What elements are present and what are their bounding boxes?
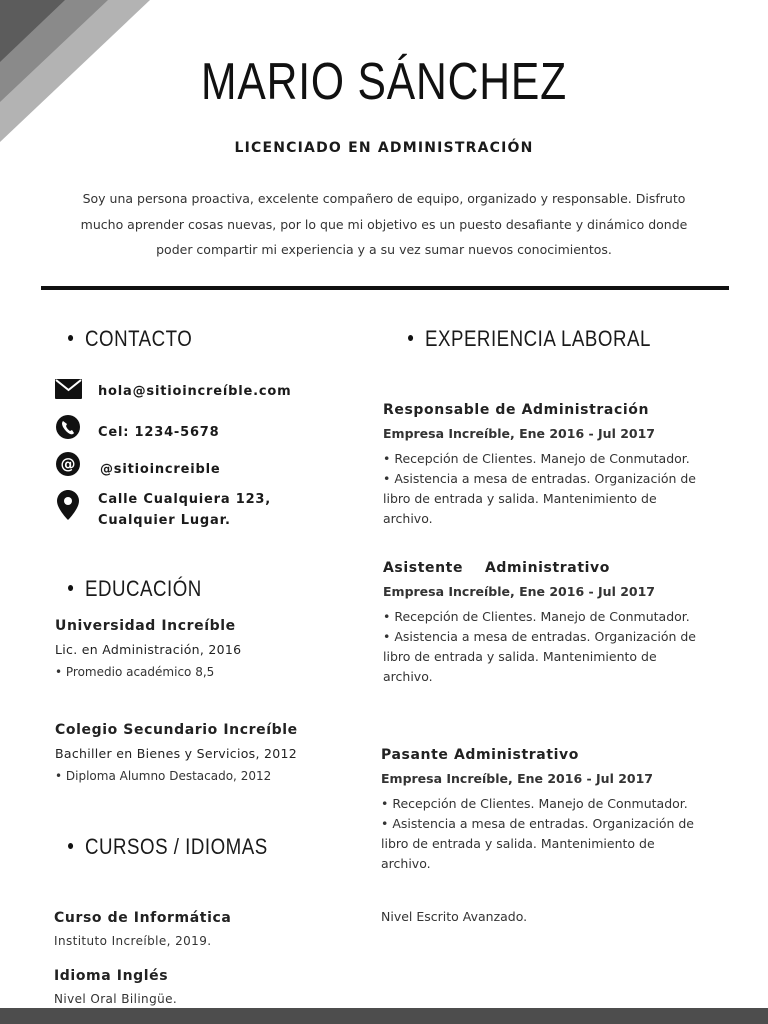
course-name: Curso de Informática — [54, 910, 232, 926]
education-degree: Bachiller en Bienes y Servicios, 2012 — [55, 746, 298, 761]
candidate-role: LICENCIADO EN ADMINISTRACIÓN — [234, 140, 534, 156]
education-degree: Lic. en Administración, 2016 — [55, 642, 242, 657]
job-duty-1: • Recepción de Clientes. Manejo de Conmutador. — [383, 609, 690, 624]
job-company: Empresa Increíble, Ene 2016 - Jul 2017 — [383, 426, 656, 441]
address-line-2: Cualquier Lugar. — [98, 513, 231, 528]
job-item — [383, 402, 708, 529]
job-item — [381, 747, 706, 874]
bottom-bar — [0, 1008, 768, 1024]
experience-section-title — [408, 326, 651, 352]
job-description — [381, 794, 706, 874]
contact-email[interactable]: hola@sitioincreíble.com — [98, 384, 292, 399]
job-company: Empresa Increíble, Ene 2016 - Jul 2017 — [383, 584, 656, 599]
job-duty-1: • Recepción de Clientes. Manejo de Conmutador. — [383, 451, 690, 466]
phone-icon — [55, 414, 81, 444]
bullet-dot — [408, 335, 413, 341]
courses-section-title — [68, 834, 268, 860]
education-title-text: EDUCACIÓN — [85, 576, 202, 601]
candidate-name: MARIO SÁNCHEZ — [200, 53, 568, 111]
course-detail: Instituto Increíble, 2019. — [54, 934, 212, 948]
course-item — [54, 968, 354, 1006]
envelope-icon — [55, 379, 82, 403]
contact-title-text: CONTACTO — [85, 326, 193, 351]
job-description — [383, 607, 708, 687]
at-sign-icon — [55, 451, 81, 481]
contact-phone[interactable]: Cel: 1234-5678 — [98, 425, 220, 440]
job-title: Responsable de Administración — [383, 402, 650, 418]
courses-title-text: CURSOS / IDIOMAS — [85, 834, 268, 859]
job-duty-2: • Asistencia a mesa de entradas. Organización de libro de entrada y salida. Mantenimiento de archivo. — [381, 816, 694, 871]
contact-address — [98, 489, 271, 531]
job-description — [383, 449, 708, 529]
education-note: • Promedio académico 8,5 — [55, 665, 215, 679]
course-detail: Nivel Oral Bilingüe. — [54, 992, 178, 1006]
education-item — [55, 722, 355, 783]
bullet-dot — [68, 335, 73, 341]
education-school: Colegio Secundario Increíble — [55, 722, 298, 738]
job-company: Empresa Increíble, Ene 2016 - Jul 2017 — [381, 771, 654, 786]
job-duty-2: • Asistencia a mesa de entradas. Organización de libro de entrada y salida. Mantenimiento de archivo. — [383, 629, 696, 684]
location-pin-icon — [57, 490, 79, 524]
address-line-1: Calle Cualquiera 123, — [98, 492, 272, 507]
contact-section-title — [68, 326, 192, 352]
course-name: Idioma Inglés — [54, 968, 169, 984]
header-divider — [41, 286, 729, 290]
education-item — [55, 618, 355, 679]
contact-social[interactable]: @sitioincreible — [100, 462, 221, 477]
course-item — [54, 910, 354, 948]
written-language-level: Nivel Escrito Avanzado. — [381, 909, 528, 924]
job-title: Pasante Administrativo — [381, 747, 579, 763]
education-section-title — [68, 576, 202, 602]
job-title: Asistente Administrativo — [383, 560, 610, 576]
bullet-dot — [68, 585, 73, 591]
job-item — [383, 560, 708, 687]
job-duty-2: • Asistencia a mesa de entradas. Organización de libro de entrada y salida. Mantenimiento de archivo. — [383, 471, 696, 526]
education-note: • Diploma Alumno Destacado, 2012 — [55, 769, 272, 783]
experience-title-text: EXPERIENCIA LABORAL — [425, 326, 651, 351]
bullet-dot — [68, 843, 73, 849]
svg-text:@: @ — [60, 455, 76, 473]
job-duty-1: • Recepción de Clientes. Manejo de Conmutador. — [381, 796, 688, 811]
education-school: Universidad Increíble — [55, 618, 236, 634]
profile-summary: Soy una persona proactiva, excelente compañero de equipo, organizado y responsable. Disfruto mucho aprender cosas nuevas, por lo que mi objetivo es un puesto desafiante y dinámico donde poder compartir mi experiencia y a su vez sumar nuevos conocimientos. — [80, 191, 688, 257]
